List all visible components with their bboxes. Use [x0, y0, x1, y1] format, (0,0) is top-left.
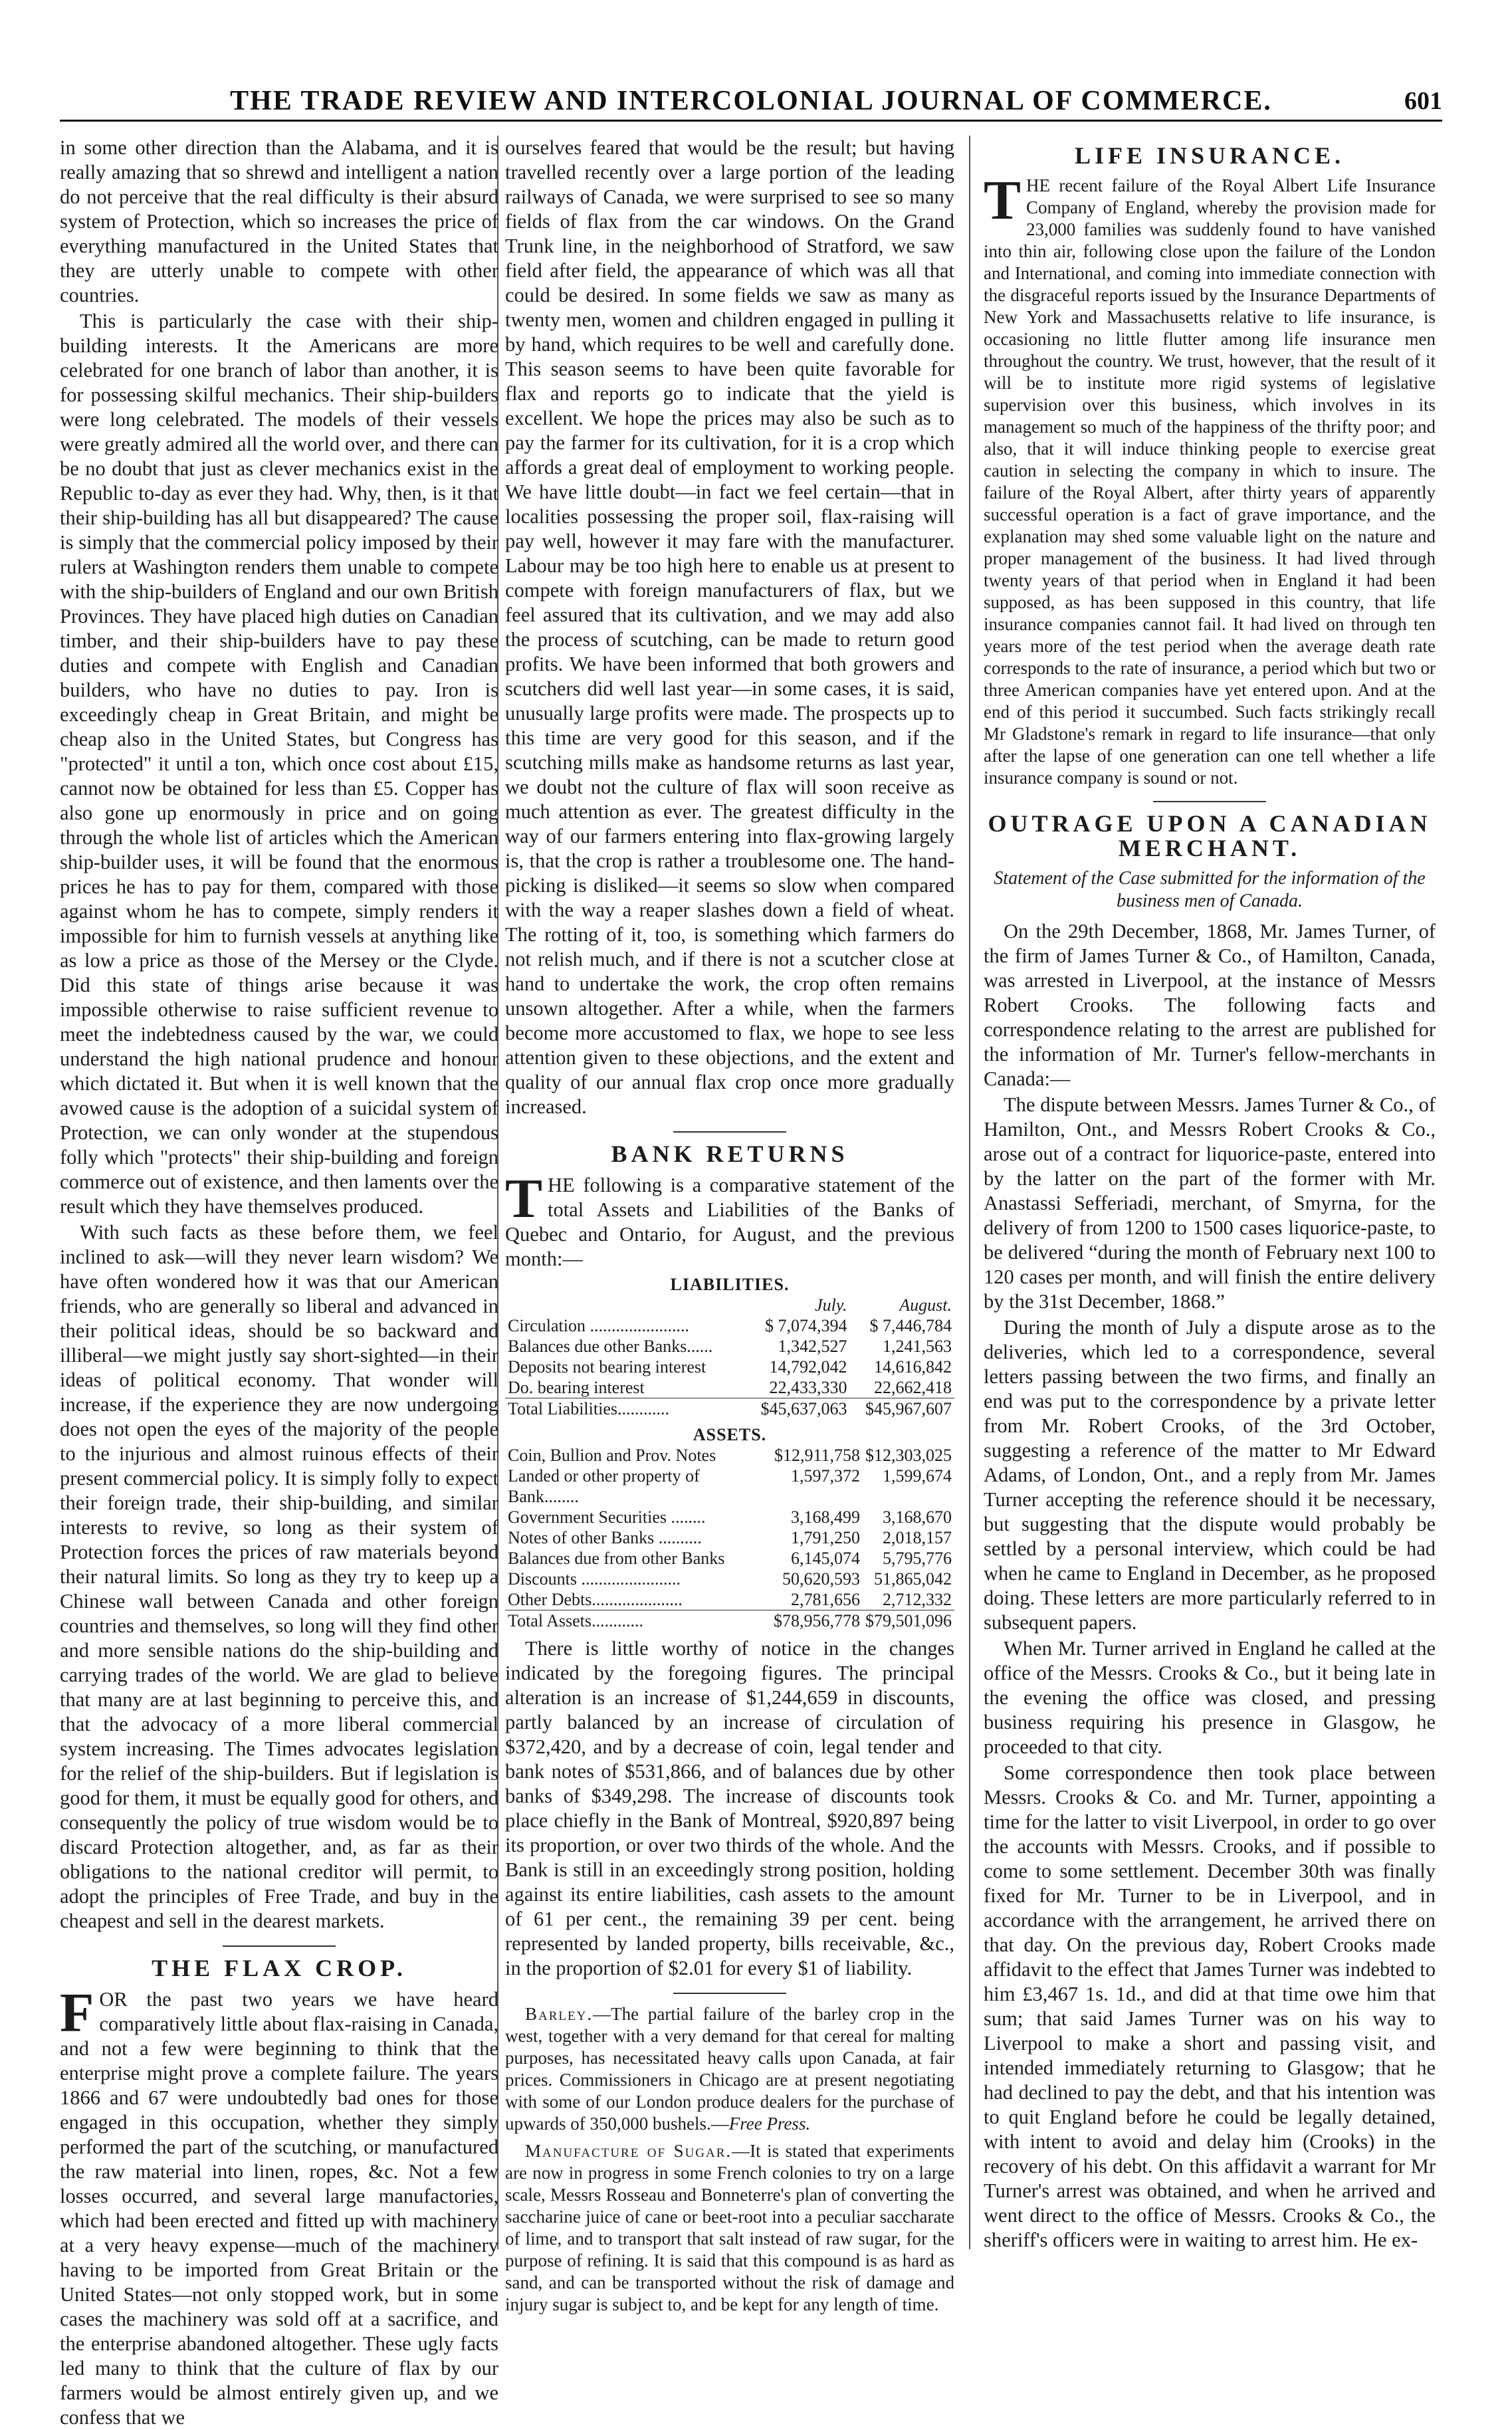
- column-header-july: July.: [815, 1295, 847, 1315]
- bank-returns-heading: BANK RETURNS: [611, 1141, 849, 1167]
- barley-note: [505, 2003, 954, 2135]
- value-july: 6,145,074: [791, 1549, 860, 1568]
- note-text: —The partial failure of the barley crop in the west, together with a very demand for that cereal for malting purposes, has necessitated heavy calls upon Canada, at fair prices. Commissioners in Chicago are at present negotiating with some of our London produce dealers for the purchase of upwards of 350,000 bushels.—: [505, 2004, 954, 2134]
- row-label: Balances due other Banks......: [508, 1337, 713, 1356]
- value-august: 14,616,842: [874, 1357, 952, 1377]
- drop-cap: T: [984, 169, 1022, 231]
- article-paragraph: When Mr. Turner arrived in England he called at the office of the Messrs. Crooks & Co., but it being late in the evening the office was closed, and pressing business requiring his presence in Glasgow, he proceeded to that city.: [984, 1637, 1436, 1758]
- value-july: 14,792,042: [769, 1357, 847, 1377]
- row-label: Circulation .......................: [508, 1316, 689, 1335]
- section-separator: [673, 1131, 786, 1133]
- row-label: Balances due from other Banks: [508, 1549, 725, 1568]
- article-paragraph: The dispute between Messrs. James Turner & Co., of Hamilton, Ont., and Messrs Robert Crooks & Co., arose out of a contract for liquorice-paste, entered into by the latter on the part of the former with Mr. Anastassi Sefferiadi, merchant, of Smyrna, for the delivery of from 1200 to 1500 cases liquorice-paste, to be delivered “during the month of February next 100 to 120 cases per month, and will finish the entire delivery by the 31st December, 1868.”: [984, 1093, 1436, 1313]
- value-august: 51,865,042: [874, 1569, 952, 1589]
- article-paragraph: During the month of July a dispute arose as to the deliveries, which led to a correspondence, several letters passing between the two firms, and finally an end was put to the correspondence by a private letter from Mr. Robert Crooks, of the 3rd October, suggesting a reference of the matter to Mr Edward Adams, of London, Ont., and a reply from Mr. James Turner accepting the reference should it be necessary, but suggesting that the dispute would probably be settled by a personal interview, which could be had when he came to England in December, as he proposed doing. These letters are more particularly referred to in subsequent papers.: [984, 1316, 1436, 1634]
- row-label: Notes of other Banks ..........: [508, 1528, 702, 1547]
- value-july: 1,597,372: [791, 1466, 860, 1486]
- row-label: Deposits not bearing interest: [508, 1357, 706, 1377]
- value-july: 2,781,656: [791, 1590, 860, 1609]
- flax-crop-text: OR the past two years we have heard comparatively little about flax-raising in Canada, and not a few were beginning to think that the enterprise might prove a complete failure. The years 1866 and 67 were undoubtedly bad ones for those engaged in this occupation, whether they simply performed the part of the scutching, or manufactured the raw material into linen, ropes, &c. Not a few losses occurred, and several large manufactories, which had been erected and fitted up with machinery at a very heavy expense—much of the machinery having to be imported from Great Britain or the United States—not only stopped work, but in some cases the machinery was sold off at a sacrifice, and the enterprise abandoned altogether. These ugly facts led many to think that the culture of flax by our farmers would be almost entirely given up, and we confess that we: [60, 1988, 498, 2429]
- table-header-blank: [505, 1295, 745, 1315]
- row-label: Coin, Bullion and Prov. Notes: [508, 1446, 716, 1465]
- outrage-subheading: Statement of the Case submitted for the information of the business men of Canada.: [994, 868, 1426, 911]
- table-section-title: LIABILITIES.: [670, 1275, 790, 1294]
- table-row: [505, 1377, 954, 1398]
- note-source: Free Press.: [728, 2114, 811, 2134]
- table-row: [505, 1466, 954, 1507]
- value-july: $12,911,758: [774, 1446, 860, 1465]
- value-august: $ 7,446,784: [869, 1316, 952, 1335]
- article-paragraph: On the 29th December, 1868, Mr. James Turner, of the firm of James Turner & Co., of Hamilton, Canada, was arrested in Liverpool, at the instance of Messrs Robert Crooks. The following facts and correspondence relating to the arrest are published for the information of Mr. Turner's fellow-merchants in Canada:—: [984, 920, 1436, 1090]
- section-separator: [223, 1945, 336, 1947]
- masthead: [60, 85, 1442, 122]
- value-august: 22,662,418: [874, 1378, 952, 1397]
- section-separator: [673, 1993, 786, 1994]
- article-paragraph: ourselves feared that would be the result; but having travelled recently over a large portion of the leading railways of Canada, we were surprised to see so many fields of flax from the car windows. On the Grand Trunk line, in the neighborhood of Stratford, we saw field after field, the appearance of which was all that could be desired. In some fields we saw as many as twenty men, women and children engaged in pulling it by hand, which requires to be well and carefully done. This season seems to have been quite favorable for flax and reports go to indicate that the yield is excellent. We hope the prices may also be such as to pay the farmer for its cultivation, for it is a crop which affords a great deal of employment to working people. We have little doubt—in fact we feel certain—that in localities possessing the proper soil, flax-raising will pay well, however it may fare with the manufacturer. Labour may be too high here to enable us at present to compete with foreign manufacturers of flax, but we feel assured that its cultivation, and we may add also the process of scutching, can be made to return good profits. We have been informed that both growers and scutchers did well last year—in some cases, it is said, unusually large profits were made. The prospects up to this time are very good for this season, and if the scutching mills make as handsome returns as last year, we doubt not the culture of flax will soon receive as much attention as ever. The greatest difficulty in the way of our farmers entering into flax-growing largely is, that the crop is rather a troublesome one. The hand-picking is disliked—it seems so slow when compared with the way a reaper slashes down a field of wheat. The rotting of it, too, is something which farmers do not relish much, and if there is not a scutcher close at hand to undertake the work, the crop often remains unsown altogether. After a while, when the farmers become more accustomed to flax, we hope to see less attention given to these objections, and the extent and quality of our annual flax crop once more gradually increased.: [505, 136, 954, 1118]
- table-row: [505, 1445, 954, 1466]
- sugar-note: [505, 2140, 954, 2316]
- row-label: Government Securities ........: [508, 1507, 706, 1527]
- table-row: [505, 1336, 954, 1357]
- table-row: [505, 1589, 954, 1610]
- column-divider: [969, 136, 970, 2249]
- row-label: Landed or other property of Bank........: [508, 1466, 700, 1506]
- value-july: 1,342,527: [778, 1337, 847, 1356]
- table-row: [505, 1357, 954, 1377]
- article-paragraph: in some other direction than the Alabama, and it is really amazing that so shrewd and intelligent a nation do not perceive that the real difficulty is their absurd system of Protection, which so increases the price of everything manufactured in the United States that they are utterly unable to compete with other countries.: [60, 136, 498, 306]
- page-number: 601: [1404, 87, 1442, 115]
- value-august: $12,303,025: [865, 1446, 952, 1465]
- table-row: [505, 1507, 954, 1527]
- section-separator: [1153, 801, 1266, 802]
- column-header-august: August.: [899, 1295, 952, 1315]
- value-july: 50,620,593: [782, 1569, 860, 1589]
- article-paragraph: This is particularly the case with their ship-building interests. It the Americans are more celebrated for one branch of labor than another, it is for possessing skilful mechanics. Their ship-builders were long celebrated. The models of their vessels were greatly admired all the world over, and there can be no doubt that just as clever mechanics exist in the Republic to-day as ever they had. Why, then, is it that their ship-building has all but disappeared? The cause is simply that the commercial policy imposed by their rulers at Washington renders them unable to compete with the ship-builders of England and our own British Provinces. They have placed high duties on Canadian timber, and their ship-builders have to pay these duties and compete with English and Canadian builders, who have no duties to pay. Iron is exceedingly cheap in Great Britain, and might be cheap also in the United States, but Congress has "protected" it until a ton, which once cost about £15, cannot now be obtained for less than £5. Copper has also gone up enormously in price and on going through the whole list of articles which the American ship-builder uses, it will be found that the enormous prices he has to pay for them, compared with those against whom he has to compete, simply renders it impossible for him to furnish vessels at anything like as low a price as those of the Mersey or the Clyde. Did this state of things arise because it was impossible otherwise to raise sufficient revenue to meet the indebtedness caused by the war, we could understand the high national prudence and honour which dictated it. But when it is well known that the avowed cause is the adoption of a suicidal system of Protection, we can only wonder at the stupendous folly which "protects" their ship-building and foreign commerce out of existence, and then laments over the result which they have themselves produced.: [60, 310, 498, 1218]
- value-august: 5,795,776: [883, 1549, 952, 1568]
- row-label: Other Debts.....................: [508, 1590, 683, 1609]
- table-section-title: ASSETS.: [693, 1425, 767, 1444]
- article-paragraph: There is little worthy of notice in the changes indicated by the foregoing figures. The principal alteration is an increase of $1,244,659 in discounts, partly balanced by an increase of circulation of $372,420, and by a decrease of coin, legal tender and bank notes of $531,866, and of balances due by other banks of $349,298. The increase of discounts took place chiefly in the Bank of Montreal, $920,897 being its proportion, or over two thirds of the whole. And the Bank is still in an exceedingly strong position, holding against its entire liabilities, cash assets to the amount of 61 per cent., the remaining 39 per cent. being represented by landed property, bills receivable, &c., in the proportion of $2.01 for every $1 of liability.: [505, 1637, 954, 1979]
- value-august: 1,599,674: [883, 1466, 952, 1486]
- value-august: $79,501,096: [863, 1610, 954, 1632]
- note-lead: Manufacture of Sugar.: [525, 2141, 732, 2161]
- row-label: Discounts .......................: [508, 1569, 681, 1589]
- row-label: Do. bearing interest: [508, 1378, 645, 1397]
- value-july: $ 7,074,394: [764, 1316, 847, 1335]
- value-july: 3,168,499: [791, 1507, 860, 1527]
- column-2: [505, 136, 954, 2314]
- life-insurance-text: HE recent failure of the Royal Albert Life Insurance Company of England, whereby the provision made for 23,000 families was suddenly found to have vanished into thin air, following close upon the failure of the London and International, and coming into immediate connection with the disgraceful reports issued by the Insurance Departments of New York and Massachusetts relative to life insurance, is occasioning no little flutter among life insurance men throughout the country. We trust, however, that the result of it will be to institute more rigid systems of legislative supervision over this business, which involves in its management so much of the happiness of the thrifty poor; and also, that it will induce thinking people to exercise great caution in selecting the company in which to insure. The failure of the Royal Albert, after thirty years of apparently successful operation is a fact of grave importance, and the explanation may shed some valuable light on the nature and proper management of the business. It had lived through twenty years of that period when in England it had been supposed, as has been supposed in this country, that life insurance companies cannot fail. It had lived on through ten years more of the test period when the average death rate corresponds to the rate of insurance, a period which but two or three American companies have yet entered upon. And at the end of this period it succumbed. Such facts strikingly recall Mr Gladstone's remark in regard to life insurance—that only after the lapse of one generation can one tell whether a life insurance company is sound or not.: [984, 175, 1436, 788]
- table-row: [505, 1398, 954, 1420]
- table-row: [505, 1527, 954, 1548]
- row-label: Total Liabilities............: [505, 1398, 745, 1420]
- value-july: 1,791,250: [791, 1528, 860, 1547]
- table-row: [505, 1315, 954, 1336]
- note-text: —It is stated that experiments are now in progress in some French colonies to try on a large scale, Messrs Rosseau and Bonneterre's plan of converting the saccharine juice of cane or beet-root into a peculiar saccharate of lime, and to transport that salt instead of raw sugar, for the purpose of refining. It is said that this compound is as hard as sand, and can be transported without the risk of damage and injury sugar is subject to, and be kept for any length of time.: [505, 2141, 954, 2314]
- liabilities-table: [505, 1274, 954, 1419]
- row-label: Total Assets............: [505, 1610, 771, 1632]
- drop-cap: F: [60, 1982, 94, 2044]
- value-july: 22,433,330: [769, 1378, 847, 1397]
- assets-table: [505, 1424, 954, 1631]
- flax-crop-heading: THE FLAX CROP.: [152, 1955, 407, 1981]
- drop-cap: T: [505, 1168, 543, 1230]
- column-3: [984, 136, 1436, 2249]
- masthead-title: THE TRADE REVIEW AND INTERCOLONIAL JOURNAL OF COMMERCE.: [230, 86, 1272, 116]
- article-paragraph: With such facts as these before them, we feel inclined to ask—will they never learn wisdom? We have often wondered how it was that our American friends, who are generally so liberal and advanced in their political ideas, should be so backward and illiberal—we might justly say short-sighted—in their ideas of political economy. That wonder will increase, if the experience they are now undergoing does not open the eyes of the majority of the people to the injurious and almost ruinous effects of their present commercial policy. It is simply folly to expect their foreign trade, their ship-building, and similar interests to revive, so long as their system of Protection forces the prices of raw materials beyond their natural limits. So long as they try to keep up a Chinese wall between Canada and other foreign countries and themselves, so long will they find other and more sensible nations do the ship-building and carrying trades of the world. We are glad to believe that many are at last beginning to perceive this, and that the advocacy of a more liberal commercial system increasing. The Times advocates legislation for the relief of the ship-builders. But if legislation is good for them, it must be equally good for others, and consequently the policy of true wisdom would be to discard Protection altogether, and, as far as their obligations to the national creditor will permit, to adopt the principles of Free Trade, and buy in the cheapest and sell in the dearest markets.: [60, 1221, 498, 1932]
- value-august: $45,967,607: [849, 1398, 954, 1420]
- value-july: $78,956,778: [771, 1610, 863, 1632]
- value-august: 2,712,332: [883, 1590, 952, 1609]
- value-august: 2,018,157: [883, 1528, 952, 1547]
- table-row: [505, 1548, 954, 1569]
- note-lead: Barley.: [525, 2004, 594, 2024]
- value-august: 1,241,563: [883, 1337, 952, 1356]
- table-row: [505, 1610, 954, 1632]
- table-row: [505, 1569, 954, 1589]
- article-paragraph: [984, 169, 1436, 789]
- column-1: [60, 136, 498, 2429]
- value-july: $45,637,063: [745, 1398, 849, 1420]
- bank-returns-intro: HE following is a comparative statement of the total Assets and Liabilities of the Banks of Quebec and Ontario, for August, and the previous month:—: [505, 1174, 954, 1270]
- outrage-heading: OUTRAGE UPON A CANADIAN MERCHANT.: [988, 810, 1432, 861]
- article-paragraph: Some correspondence then took place between Messrs. Crooks & Co. and Mr. Turner, appointing a time for the latter to visit Liverpool, in order to go over the accounts with Messrs. Crooks, and if possible to come to some settlement. December 30th was finally fixed for Mr. Turner to be in Liverpool, and in accordance with the arrangement, he arrived there on that day. On the previous day, Robert Crooks made affidavit to the effect that James Turner was indebted to him £3,467 1s. 1d., and did at that time owe him that sum; that said James Turner was on his way to Liverpool to make a short and passing visit, and intended immediately returning to Glasgow; that he had declined to pay the debt, and that his intention was to quit England before he could be legally detained, with intent to avoid and delay him (Crooks) in the recovery of his debt. On this affidavit a warrant for Mr Turner's arrest was obtained, and when he arrived and went direct to the office of Messrs. Crooks & Co., the sheriff's officers were in waiting to arrest him. He ex-: [984, 1761, 1436, 2251]
- value-august: 3,168,670: [883, 1507, 952, 1527]
- article-paragraph: [505, 1168, 954, 1271]
- life-insurance-heading: LIFE INSURANCE.: [1074, 142, 1345, 169]
- article-paragraph: [60, 1982, 498, 2430]
